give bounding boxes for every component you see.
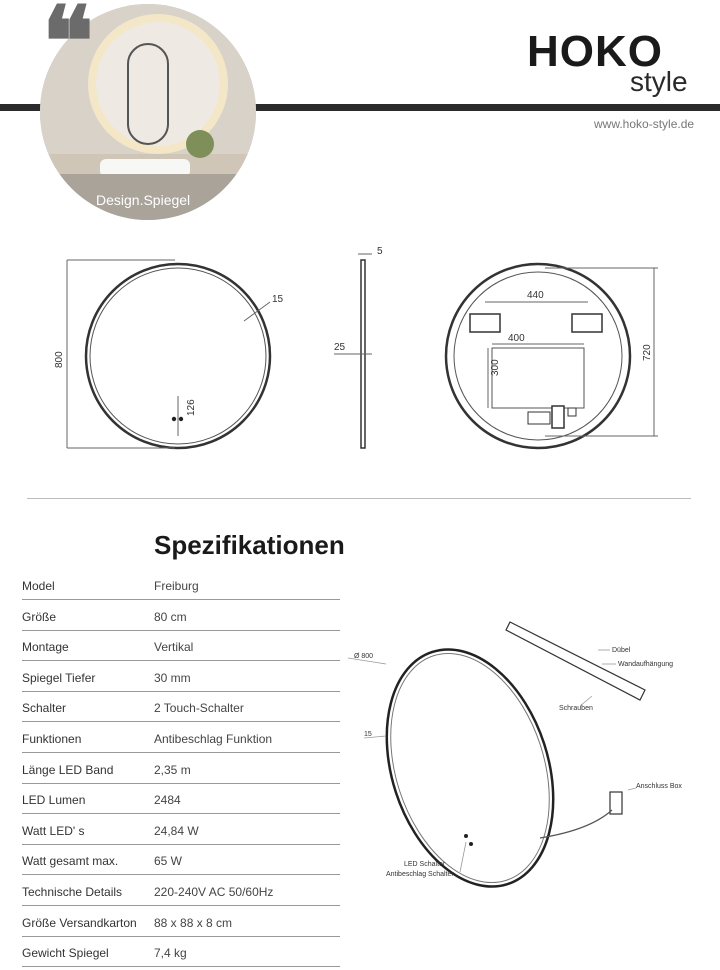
spec-label: Größe Versandkarton bbox=[22, 915, 137, 930]
brand-logo: HOKO bbox=[527, 27, 663, 76]
spec-label: Länge LED Band bbox=[22, 762, 114, 777]
spec-row bbox=[22, 629, 340, 661]
iso-connection-box-label: Anschluss Box bbox=[636, 783, 682, 790]
spec-label: Größe bbox=[22, 609, 57, 624]
spec-label: Gewicht Spiegel bbox=[22, 946, 109, 961]
mounting-drawing bbox=[340, 600, 720, 900]
iso-led-switch-label: LED Schalter bbox=[404, 861, 446, 868]
spec-label: Watt LED' s bbox=[22, 823, 85, 838]
spec-value: Freiburg bbox=[154, 579, 199, 593]
spec-value: 80 cm bbox=[154, 609, 187, 624]
technical-drawing bbox=[0, 236, 720, 466]
iso-frame-label: 15 bbox=[364, 731, 372, 738]
back-width-top-label: 440 bbox=[527, 290, 544, 301]
spec-value: 2484 bbox=[154, 793, 181, 808]
iso-duebel-label: Dübel bbox=[612, 647, 631, 654]
spec-row bbox=[22, 843, 340, 875]
back-width-box-label: 400 bbox=[508, 333, 525, 344]
front-diameter-label: 800 bbox=[54, 351, 65, 368]
spec-value: 88 x 88 x 8 cm bbox=[154, 915, 233, 930]
spec-row bbox=[22, 721, 340, 753]
spec-value: 65 W bbox=[154, 854, 183, 869]
side-view bbox=[334, 246, 383, 448]
brand-logo-sub: style bbox=[630, 66, 688, 97]
spec-value: 2,35 m bbox=[154, 762, 191, 777]
front-view bbox=[54, 260, 284, 448]
spec-value: Vertikal bbox=[154, 640, 194, 655]
spec-label: Funktionen bbox=[22, 732, 82, 746]
spec-row bbox=[22, 568, 340, 600]
spec-title: Spezifikationen bbox=[154, 530, 345, 560]
section-divider bbox=[27, 498, 691, 499]
spec-value: 7,4 kg bbox=[154, 946, 187, 961]
iso-antifog-switch-label: Antibeschlag Schalter bbox=[386, 871, 454, 878]
iso-screws-label: Schrauben bbox=[559, 705, 593, 712]
spec-label: Montage bbox=[22, 640, 69, 655]
spec-row bbox=[22, 874, 340, 906]
spec-value: 2 Touch-Schalter bbox=[154, 701, 244, 716]
spec-row bbox=[22, 905, 340, 937]
quote-icon: ❝ bbox=[42, 0, 94, 98]
spec-value: 24,84 W bbox=[154, 823, 199, 838]
spec-label: Model bbox=[22, 579, 55, 593]
photo-caption: Design.Spiegel bbox=[96, 192, 191, 208]
spec-row bbox=[22, 935, 340, 967]
side-offset-label: 25 bbox=[334, 342, 346, 353]
spec-value: 30 mm bbox=[154, 670, 191, 685]
back-diameter-label: 720 bbox=[642, 344, 653, 361]
back-height-box-label: 300 bbox=[490, 359, 501, 376]
spec-label: Technische Details bbox=[22, 885, 123, 899]
spec-value: 220-240V AC 50/60Hz bbox=[154, 885, 274, 899]
iso-wall-mount-label: Wandaufhängung bbox=[618, 661, 674, 668]
spec-value: Antibeschlag Funktion bbox=[154, 732, 273, 746]
front-frame-label: 15 bbox=[272, 294, 284, 305]
spec-row bbox=[22, 752, 340, 784]
spec-label: Watt gesamt max. bbox=[22, 854, 119, 869]
spec-label: Spiegel Tiefer bbox=[22, 670, 96, 685]
side-depth-label: 5 bbox=[377, 246, 383, 257]
spec-row bbox=[22, 690, 340, 722]
spec-row bbox=[22, 599, 340, 631]
spec-label: Schalter bbox=[22, 701, 67, 716]
iso-diameter-label: Ø 800 bbox=[354, 653, 374, 660]
spec-label: LED Lumen bbox=[22, 793, 86, 808]
back-view bbox=[446, 264, 658, 448]
spec-row bbox=[22, 813, 340, 845]
spec-row bbox=[22, 660, 340, 692]
front-switch-label: 126 bbox=[186, 399, 197, 416]
website-url: www.hoko-style.de bbox=[594, 117, 695, 131]
spec-row bbox=[22, 782, 340, 814]
